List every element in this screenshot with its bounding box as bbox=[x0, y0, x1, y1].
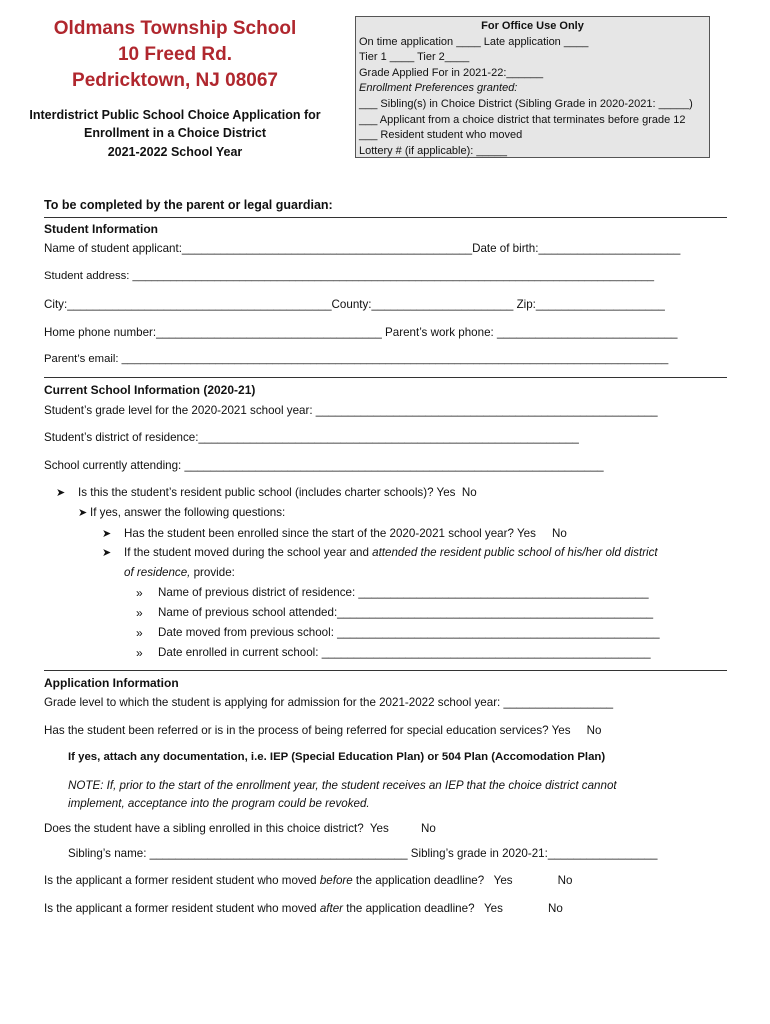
current-school-field[interactable]: School currently attending: _________________________________________________________________ bbox=[44, 459, 604, 472]
intro-heading: To be completed by the parent or legal guardian: bbox=[44, 198, 333, 212]
if-yes-instruction: If yes, answer the following questions: bbox=[90, 506, 286, 519]
sibling-name-grade-field[interactable]: Sibling’s name: ________________________________________ Sibling’s grade in 2020-21:_________________ bbox=[68, 847, 658, 860]
moved-question-italic: attended the resident public school of his/her old district bbox=[372, 546, 658, 559]
office-line-tier: Tier 1 ____ Tier 2____ bbox=[359, 51, 470, 64]
moved-question bbox=[124, 546, 658, 559]
double-chevron-icon: » bbox=[136, 646, 143, 660]
office-use-box bbox=[355, 16, 710, 158]
office-line-choice-district: ___ Applicant from a choice district that terminates before grade 12 bbox=[359, 113, 686, 126]
arrow-bullet-icon: ➤ bbox=[102, 528, 112, 540]
name-field[interactable]: Name of student applicant:_____________________________________________Date of birth:______________________ bbox=[44, 242, 681, 255]
moved-after-question[interactable] bbox=[44, 902, 563, 915]
moved-question-italic-2: of residence, bbox=[124, 566, 191, 579]
moved-question-continued bbox=[124, 566, 235, 579]
enrolled-since-question[interactable]: Has the student been enrolled since the start of the 2020-2021 school year? Yes No bbox=[124, 527, 567, 540]
city-county-zip-field[interactable]: City:_________________________________________County:______________________ Zip:____________________ bbox=[44, 298, 665, 311]
office-line-timing: On time application ____ Late application ____ bbox=[359, 35, 589, 48]
iep-note-line2: implement, acceptance into the program could be revoked. bbox=[68, 797, 370, 810]
form-subtitle: Enrollment in a Choice District bbox=[84, 126, 266, 140]
resident-school-question[interactable]: Is this the student’s resident public school (includes charter schools)? Yes No bbox=[78, 486, 477, 499]
divider bbox=[44, 377, 727, 378]
office-line-grade: Grade Applied For in 2021-22:______ bbox=[359, 66, 544, 79]
arrow-bullet-icon: ➤ bbox=[78, 507, 88, 519]
current-school-heading: Current School Information (2020-21) bbox=[44, 383, 256, 397]
moved-after-text: Is the applicant a former resident student who moved bbox=[44, 902, 320, 915]
sibling-question[interactable]: Does the student have a sibling enrolled in this choice district? Yes No bbox=[44, 822, 436, 835]
phone-field[interactable]: Home phone number:___________________________________ Parent’s work phone: ____________________________ bbox=[44, 326, 678, 339]
attach-documentation-note: If yes, attach any documentation, i.e. IEP (Special Education Plan) or 504 Plan (Accomodation Plan) bbox=[68, 751, 606, 763]
moved-after-answers: the application deadline? Yes No bbox=[343, 902, 563, 915]
arrow-bullet-icon: ➤ bbox=[56, 487, 66, 499]
moved-before-text: Is the applicant a former resident student who moved bbox=[44, 874, 320, 887]
office-line-preferences: Enrollment Preferences granted: bbox=[359, 82, 518, 95]
prev-district-field[interactable]: Name of previous district of residence: _____________________________________________ bbox=[158, 586, 649, 599]
arrow-bullet-icon: ➤ bbox=[102, 547, 112, 559]
office-line-resident: ___ Resident student who moved bbox=[359, 129, 523, 142]
school-street: 10 Freed Rd. bbox=[117, 44, 233, 65]
special-ed-question[interactable]: Has the student been referred or is in the process of being referred for special education services? Yes No bbox=[44, 724, 602, 737]
school-year: 2021-2022 School Year bbox=[107, 145, 243, 159]
date-enrolled-field[interactable]: Date enrolled in current school: ___________________________________________________ bbox=[158, 646, 651, 659]
moved-before-italic: before bbox=[319, 874, 353, 887]
date-moved-field[interactable]: Date moved from previous school: __________________________________________________ bbox=[158, 626, 660, 639]
application-info-heading: Application Information bbox=[44, 676, 179, 690]
email-field[interactable]: Parent’s email: _______________________________________________________________________________________ bbox=[44, 353, 669, 365]
office-line-lottery: Lottery # (if applicable): _____ bbox=[359, 144, 507, 157]
moved-before-question[interactable] bbox=[44, 874, 573, 887]
iep-note-line1: NOTE: If, prior to the start of the enrollment year, the student receives an IEP that the choice district cannot bbox=[68, 779, 617, 792]
double-chevron-icon: » bbox=[136, 606, 143, 620]
school-name: Oldmans Township School bbox=[53, 18, 297, 39]
divider bbox=[44, 217, 727, 218]
school-city: Pedricktown, NJ 08067 bbox=[72, 70, 278, 91]
prev-school-field[interactable]: Name of previous school attended:_________________________________________________ bbox=[158, 606, 654, 619]
divider bbox=[44, 670, 727, 671]
double-chevron-icon: » bbox=[136, 586, 143, 600]
district-residence-field[interactable]: Student’s district of residence:___________________________________________________________ bbox=[44, 431, 579, 444]
moved-question-provide: provide: bbox=[190, 566, 235, 579]
moved-question-text: If the student moved during the school year and bbox=[124, 546, 373, 559]
student-info-heading: Student Information bbox=[44, 222, 158, 236]
grade-applying-field[interactable]: Grade level to which the student is applying for admission for the 2021-2022 school year: _________________ bbox=[44, 696, 614, 709]
moved-before-answers: the application deadline? Yes No bbox=[352, 874, 573, 887]
grade-level-field[interactable]: Student’s grade level for the 2020-2021 school year: _____________________________________________________ bbox=[44, 404, 658, 417]
address-field[interactable]: Student address: ___________________________________________________________________________________ bbox=[44, 270, 655, 282]
office-line-sibling: ___ Sibling(s) in Choice District (Sibling Grade in 2020-2021: _____) bbox=[359, 97, 693, 110]
moved-after-italic: after bbox=[319, 902, 344, 915]
office-use-title: For Office Use Only bbox=[481, 20, 584, 32]
double-chevron-icon: » bbox=[136, 626, 143, 640]
form-title: Interdistrict Public School Choice Application for bbox=[29, 108, 321, 122]
